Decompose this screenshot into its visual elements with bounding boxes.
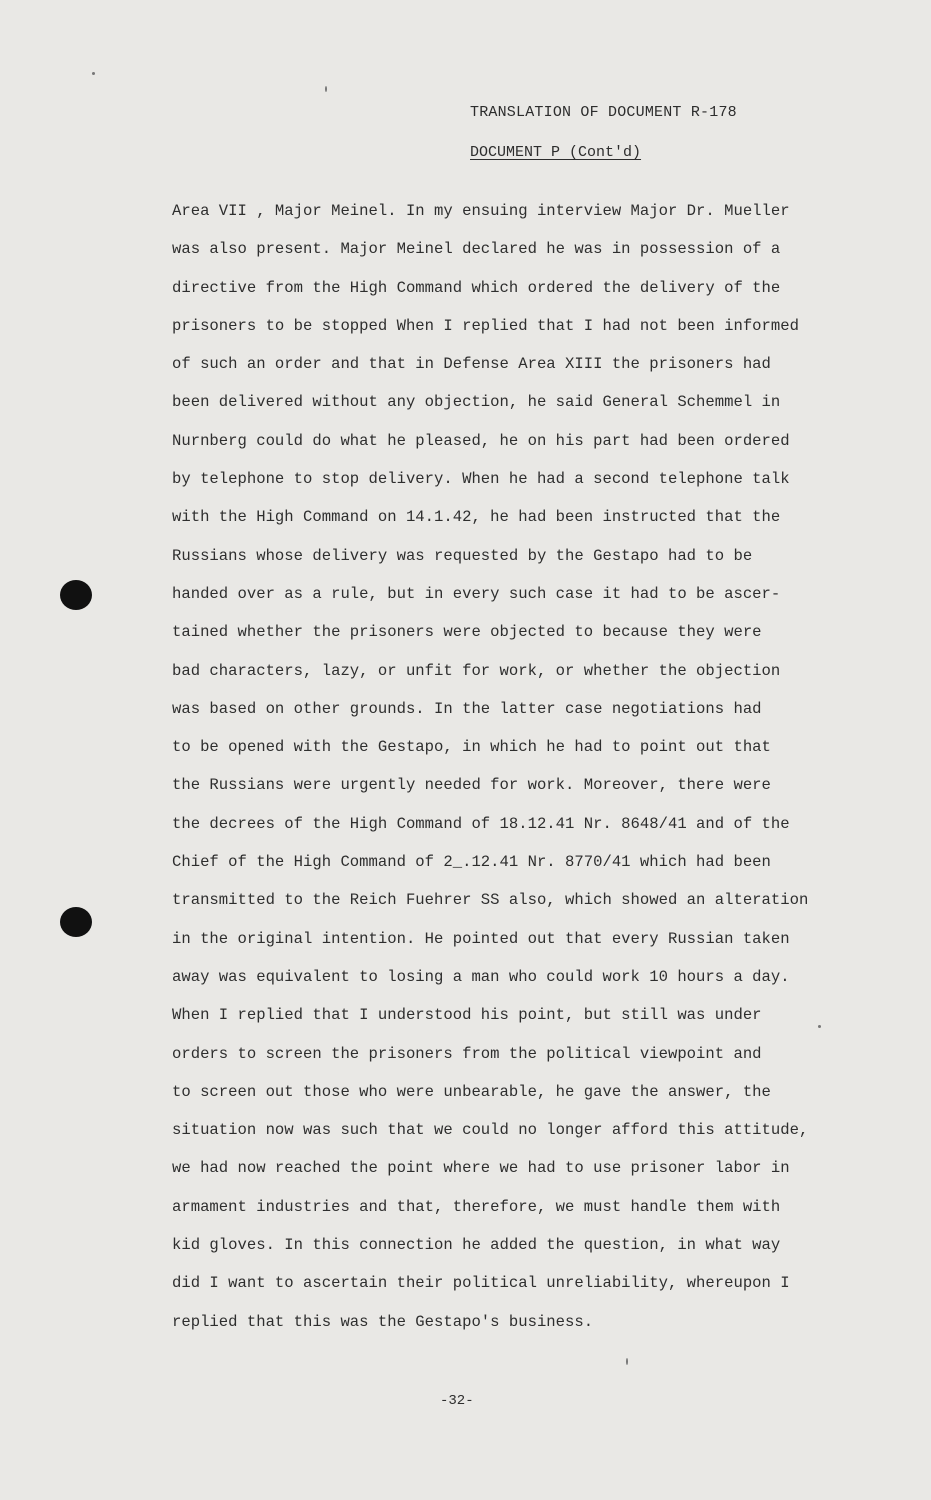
text-line: transmitted to the Reich Fuehrer SS also, which showed an alteration [172, 891, 809, 910]
text-line: kid gloves. In this connection he added the question, in what way [172, 1236, 781, 1255]
text-line: the Russians were urgently needed for work. Moreover, there were [172, 776, 771, 795]
text-line: by telephone to stop delivery. When he had a second telephone talk [172, 470, 790, 489]
text-line: away was equivalent to losing a man who could work 10 hours a day. [172, 967, 790, 986]
text-line: with the High Command on 14.1.42, he had been instructed that the [172, 508, 781, 527]
body-text [172, 200, 832, 1349]
text-line: did I want to ascertain their political unreliability, whereupon I [172, 1274, 790, 1293]
punch-hole [60, 907, 92, 937]
text-line: was also present. Major Meinel declared he was in possession of a [172, 240, 781, 259]
paper-speck [626, 1358, 628, 1365]
text-line: Area VII , Major Meinel. In my ensuing interview Major Dr. Mueller [172, 202, 790, 220]
text-line: the decrees of the High Command of 18.12.41 Nr. 8648/41 and of the [172, 814, 790, 833]
document-subtitle: DOCUMENT P (Cont'd) [470, 144, 642, 161]
text-line: situation now was such that we could no longer afford this attitude, [172, 1121, 809, 1140]
paper-speck [92, 72, 95, 75]
punch-hole [60, 580, 92, 610]
text-line: of such an order and that in Defense Area XIII the prisoners had [172, 355, 771, 374]
text-line: Russians whose delivery was requested by the Gestapo had to be [172, 546, 753, 565]
text-line: we had now reached the point where we had to use prisoner labor in [172, 1159, 790, 1178]
text-line: in the original intention. He pointed out that every Russian taken [172, 929, 790, 948]
text-line: armament industries and that, therefore, we must handle them with [172, 1197, 781, 1216]
document-title: TRANSLATION OF DOCUMENT R-178 [470, 104, 737, 121]
text-line: When I replied that I understood his point, but still was under [172, 1006, 762, 1025]
text-line: to screen out those who were unbearable, he gave the answer, the [172, 1082, 771, 1101]
text-line: bad characters, lazy, or unfit for work, or whether the objection [172, 661, 781, 680]
text-line: handed over as a rule, but in every such case it had to be ascer- [172, 584, 781, 603]
page-number: -32- [440, 1393, 474, 1409]
text-line: been delivered without any objection, he said General Schemmel in [172, 393, 781, 412]
text-line: Chief of the High Command of 2_.12.41 Nr. 8770/41 which had been [172, 853, 771, 872]
text-line: replied that this was the Gestapo's business. [172, 1312, 594, 1331]
text-line: directive from the High Command which ordered the delivery of the [172, 278, 781, 297]
text-line: tained whether the prisoners were objected to because they were [172, 623, 762, 642]
paper-speck [325, 86, 327, 92]
text-line: was based on other grounds. In the latter case negotiations had [172, 699, 762, 718]
text-line: prisoners to be stopped When I replied that I had not been informed [172, 316, 799, 335]
text-line: orders to screen the prisoners from the political viewpoint and [172, 1044, 762, 1063]
text-line: to be opened with the Gestapo, in which he had to point out that [172, 738, 771, 757]
text-line: Nurnberg could do what he pleased, he on his part had been ordered [172, 431, 790, 450]
